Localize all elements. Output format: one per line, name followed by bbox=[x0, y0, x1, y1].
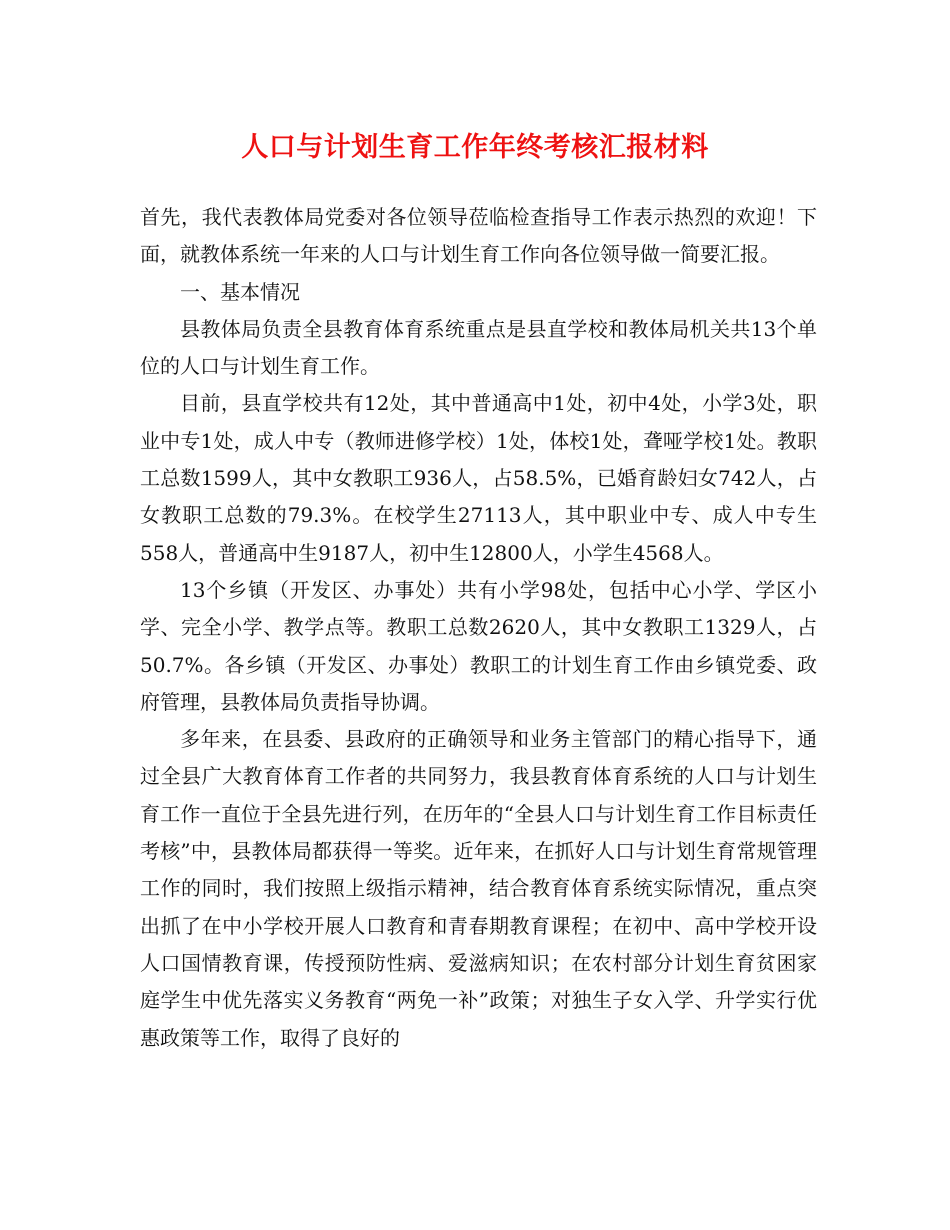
paragraph-scope: 县教体局负责全县教育体育系统重点是县直学校和教体局机关共13个单位的人口与计划生育工作。 bbox=[140, 316, 817, 379]
section-heading-basic-situation: 一、基本情况 bbox=[180, 279, 300, 304]
paragraph-opening: 首先，我代表教体局党委对各位领导莅临检查指导工作表示热烈的欢迎！下面，就教体系统一年来的人口与计划生育工作向各位领导做一简要汇报。 bbox=[140, 205, 817, 267]
paragraph-township-schools: 13个乡镇（开发区、办事处）共有小学98处，包括中心小学、学区小学、完全小学、教学点等。教职工总数2620人，其中女教职工1329人，占50.7%。各乡镇（开发区、办事处）教职工的计划生育工作由乡镇党委、政府管理，县教体局负责指导协调。 bbox=[140, 577, 817, 714]
paragraph-county-schools: 目前，县直学校共有12处，其中普通高中1处，初中4处，小学3处，职业中专1处，成人中专（教师进修学校）1处，体校1处，聋哑学校1处。教职工总数1599人，其中女教职工936人，占58.5%，已婚育龄妇女742人，占女教职工总数的79.3%。在校学生27113人，其中职业中专、成人中专生558人，普通高中生9187人，初中生12800人，小学生4568人。 bbox=[140, 391, 817, 565]
paragraph-achievements: 多年来，在县委、县政府的正确领导和业务主管部门的精心指导下，通过全县广大教育体育工作者的共同努力，我县教育体育系统的人口与计划生育工作一直位于全县先进行列，在历年的“全县人口与计划生育工作目标责任考核”中，县教体局都获得一等奖。近年来，在抓好人口与计划生育常规管理工作的同时，我们按照上级指示精神，结合教育体育系统实际情况，重点突出抓了在中小学校开展人口教育和青春期教育课程；在初中、高中学校开设人口国情教育课，传授预防性病、爱滋病知识；在农村部分计划生育贫困家庭学生中优先落实义务教育“两免一补”政策；对独生子女入学、升学实行优惠政策等工作，取得了良好的 bbox=[140, 727, 817, 1050]
document-body bbox=[140, 199, 817, 1057]
document-title: 人口与计划生育工作年终考核汇报材料 bbox=[241, 132, 709, 163]
